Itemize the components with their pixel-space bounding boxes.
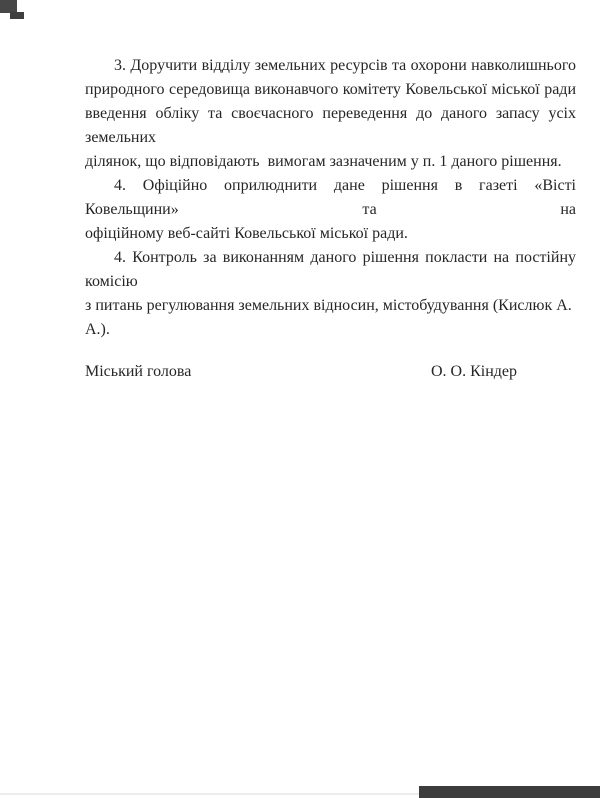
text-line: 3. Доручити відділу земельних ресурсів та охорони навколишнього (114, 57, 576, 74)
text-line: введення обліку та своєчасного переведення до даного запасу усіх земельних (85, 105, 576, 146)
scan-artifact-hairline (0, 793, 419, 795)
paragraph-item-4-publish (85, 174, 576, 246)
text-line: офіційному веб-сайті Ковельської міської ради. (85, 225, 408, 242)
paragraph-item-4-control (85, 246, 576, 342)
scan-artifact-bar (419, 786, 600, 798)
text-line: 4. Офіційно оприлюднити дане рішення в газеті «Вісті Ковельщини» та на (85, 177, 576, 218)
document-page (85, 54, 576, 384)
signature-name: О. О. Кіндер (430, 363, 517, 380)
signature-title: Міський голова (85, 363, 192, 380)
signature-row (85, 360, 517, 384)
text-line: природного середовища виконавчого комітету Ковельської міської ради (85, 81, 576, 98)
text-line: 4. Контроль за виконанням даного рішення покласти на постійну комісію (85, 249, 576, 290)
scan-artifact-corner (10, 12, 24, 19)
text-line: з питань регулювання земельних відносин, містобудування (Кислюк А. А.). (85, 297, 576, 338)
paragraph-item-3 (85, 54, 576, 174)
text-line: ділянок, що відповідають вимогам зазначеним у п. 1 даного рішення. (85, 153, 562, 170)
